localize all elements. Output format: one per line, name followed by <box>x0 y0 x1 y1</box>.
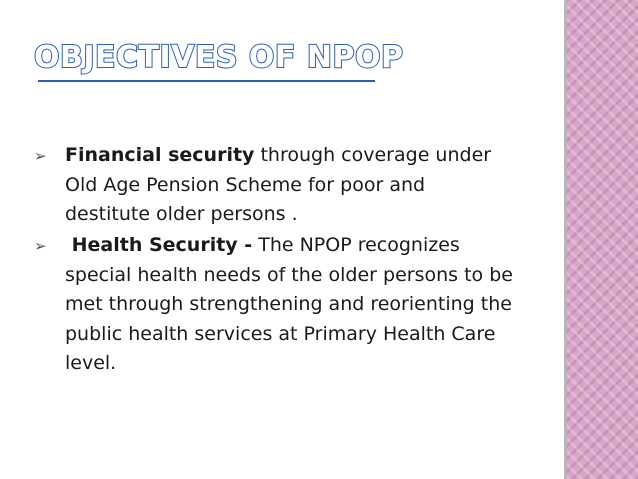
bullet-heading: Health Security - <box>65 234 253 256</box>
bullet-body: The NPOP recognizes special health needs of the older persons to be met through strengthening and reorienting the public health services at Primary Health Care level. <box>65 234 513 374</box>
title-underline <box>38 80 375 82</box>
bullet-body: through coverage under Old Age Pension Scheme for poor and destitute older persons . <box>65 144 492 225</box>
bullet-text <box>65 231 515 379</box>
arrow-bullet-icon: ➢ <box>34 237 47 255</box>
arrow-bullet-icon: ➢ <box>34 147 47 165</box>
slide-title: OBJECTIVES OF NPOP <box>34 40 404 75</box>
bullet-heading: Financial security <box>65 144 255 166</box>
bullet-text <box>65 141 515 230</box>
decorative-side-strip <box>567 0 638 479</box>
